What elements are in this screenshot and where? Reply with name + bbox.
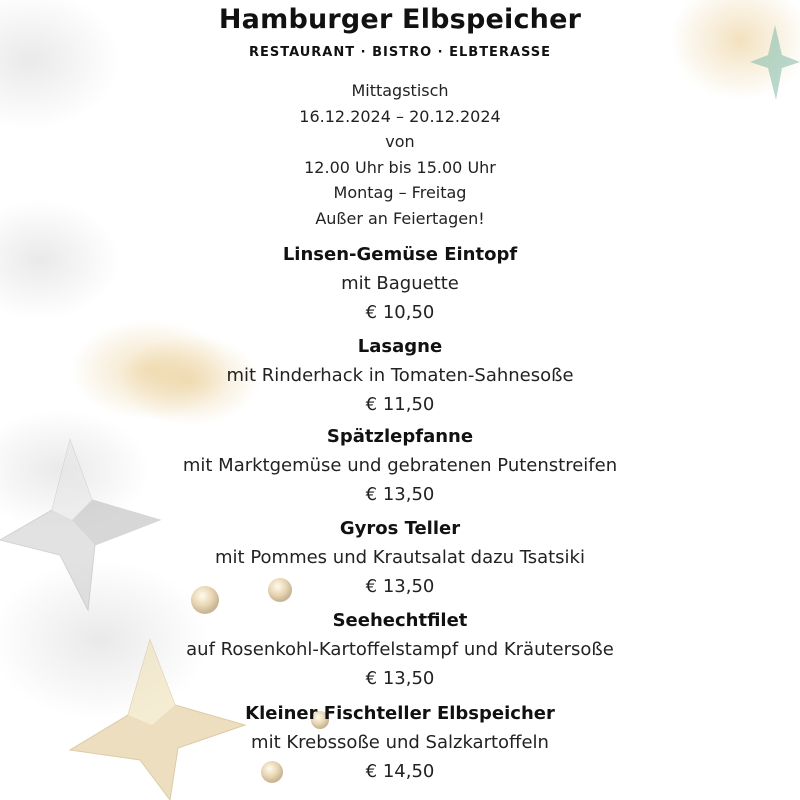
dish-description: mit Krebssoße und Salzkartoffeln — [251, 732, 549, 753]
dish-item — [0, 514, 800, 601]
dish-price: € 11,50 — [365, 394, 435, 415]
dish-name: Lasagne — [357, 336, 443, 357]
dish-name: Seehechtfilet — [332, 610, 468, 631]
lunch-von: von — [385, 132, 415, 152]
dish-description: mit Rinderhack in Tomaten-Sahnesoße — [226, 365, 574, 386]
dish-item — [0, 240, 800, 327]
lunch-note: Außer an Feiertagen! — [315, 208, 485, 228]
dish-item — [0, 606, 800, 693]
dish-price: € 13,50 — [365, 484, 435, 505]
dish-description: mit Pommes und Krautsalat dazu Tsatsiki — [215, 547, 585, 568]
dish-name: Linsen-Gemüse Eintopf — [282, 244, 518, 265]
dish-name: Gyros Teller — [339, 518, 461, 539]
lunch-hours: 12.00 Uhr bis 15.00 Uhr — [304, 157, 496, 177]
lunch-dates: 16.12.2024 – 20.12.2024 — [299, 106, 501, 126]
dish-price: € 13,50 — [365, 668, 435, 689]
dish-price: € 13,50 — [365, 576, 435, 597]
page-title: Hamburger Elbspeicher — [218, 4, 582, 35]
dish-item — [0, 422, 800, 509]
dish-description: mit Baguette — [341, 273, 459, 294]
page-subtitle: RESTAURANT · BISTRO · ELBTERASSE — [248, 45, 552, 60]
dish-item — [0, 332, 800, 419]
dish-description: mit Marktgemüse und gebratenen Putenstreifen — [182, 455, 618, 476]
dish-description: auf Rosenkohl-Kartoffelstampf und Kräutersoße — [186, 639, 614, 660]
dish-item — [0, 699, 800, 786]
dish-name: Kleiner Fischteller Elbspeicher — [245, 703, 555, 724]
lunch-info — [0, 78, 800, 232]
lunch-label: Mittagstisch — [351, 81, 449, 100]
dish-price: € 14,50 — [365, 761, 435, 782]
dish-price: € 10,50 — [365, 302, 435, 323]
lunch-days: Montag – Freitag — [333, 183, 467, 203]
dish-name: Spätzlepfanne — [326, 426, 474, 447]
